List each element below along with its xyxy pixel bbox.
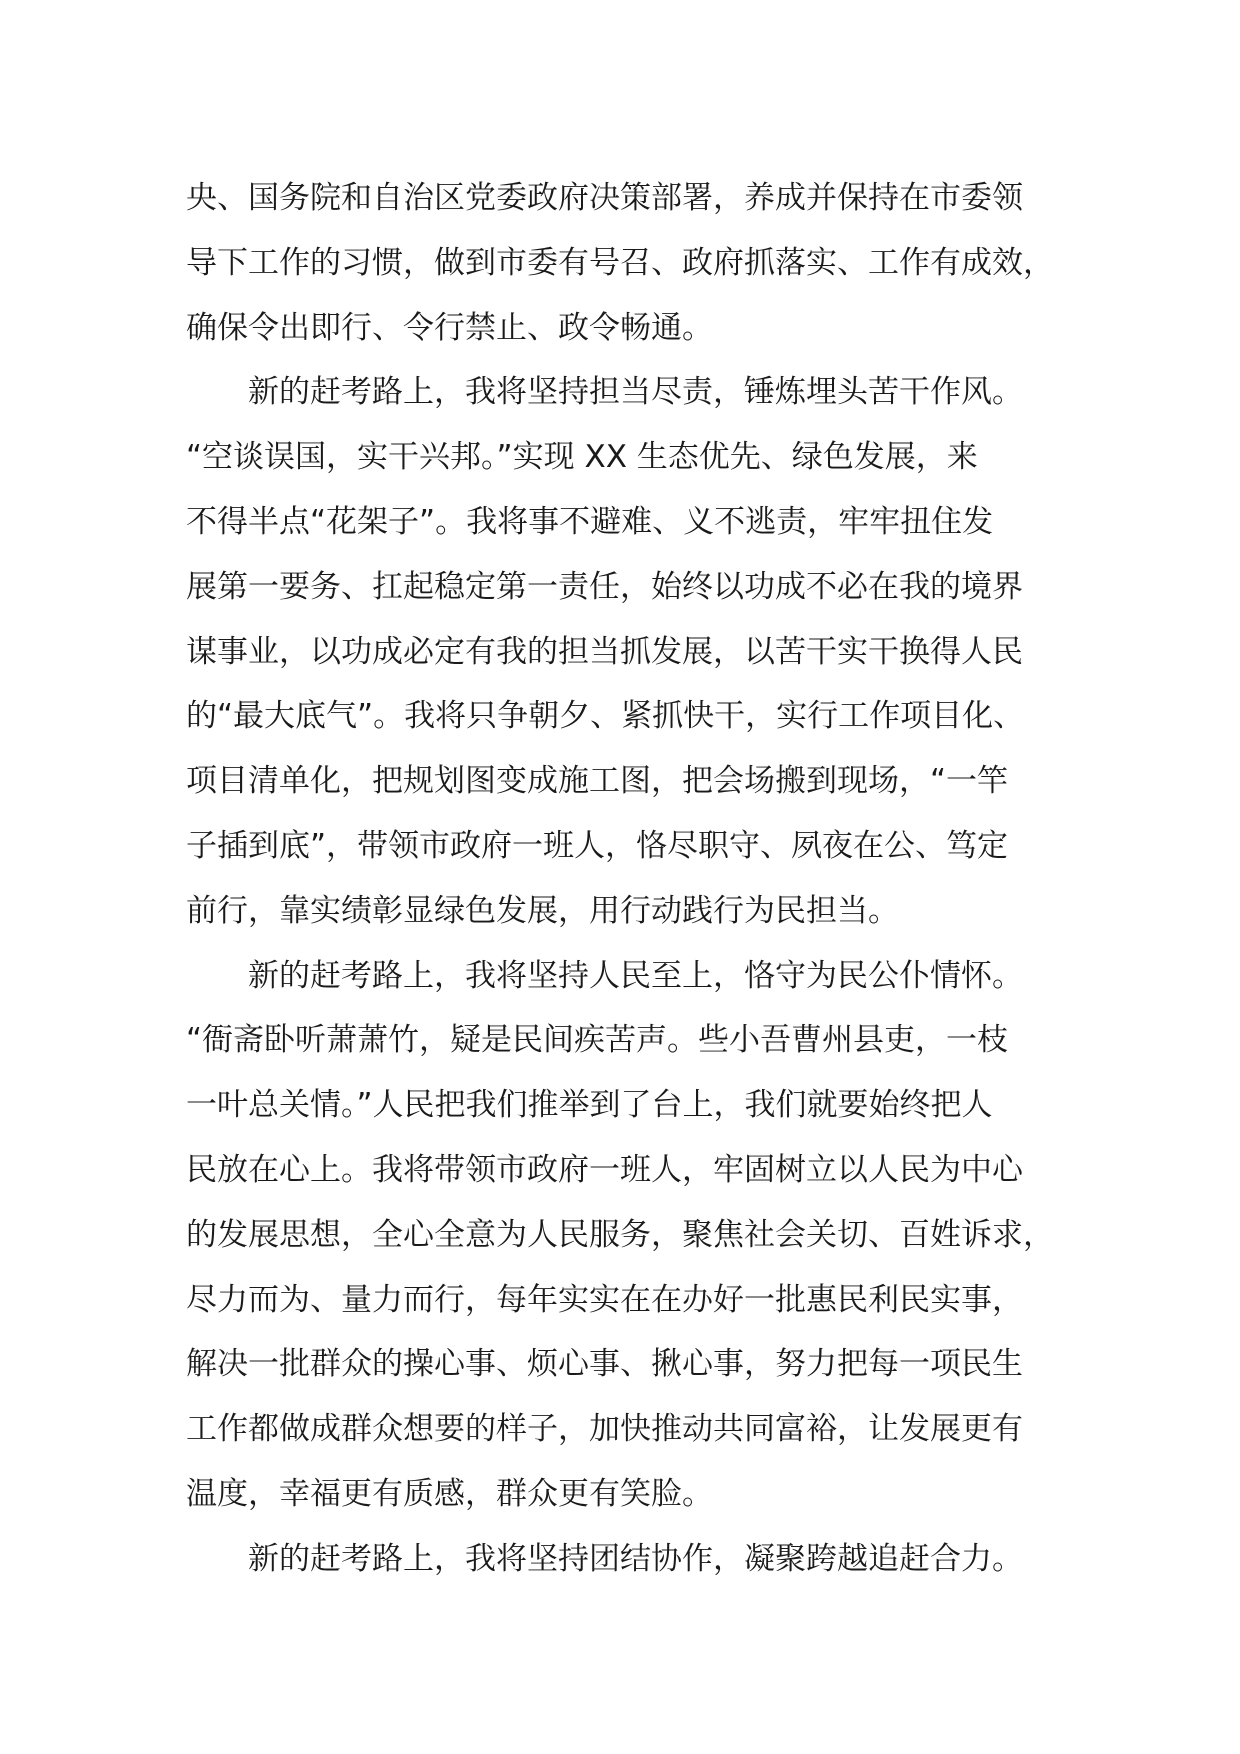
text-line: 温度，幸福更有质感，群众更有笑脸。 — [186, 1475, 713, 1512]
text-line: 尽力而为、量力而行，每年实实在在办好一批惠民利民实事， — [186, 1281, 1023, 1318]
text-line: 导下工作的习惯，做到市委有号召、政府抓落实、工作有成效， — [186, 244, 1054, 281]
text-line: 谋事业，以功成必定有我的担当抓发展，以苦干实干换得人民 — [186, 633, 1023, 670]
text-line: 项目清单化，把规划图变成施工图，把会场搬到现场，“一竿 — [186, 763, 1009, 800]
text-line: 工作都做成群众想要的样子，加快推动共同富裕，让发展更有 — [186, 1411, 1023, 1448]
text-line: 确保令出即行、令行禁止、政令畅通。 — [186, 309, 713, 346]
text-line: 展第一要务、扛起稳定第一责任，始终以功成不必在我的境界 — [186, 568, 1023, 605]
text-line: “空谈误国，实干兴邦。”实现 XX 生态优先、绿色发展，来 — [186, 439, 978, 476]
paragraph-start-line: 新的赶考路上，我将坚持人民至上，恪守为民公仆情怀。 — [248, 957, 1023, 994]
text-line: 解决一批群众的操心事、烦心事、揪心事，努力把每一项民生 — [186, 1346, 1023, 1383]
text-line: “衙斋卧听萧萧竹，疑是民间疾苦声。些小吾曹州县吏，一枝 — [186, 1022, 1009, 1059]
text-line: 民放在心上。我将带领市政府一班人，牢固树立以人民为中心 — [186, 1151, 1023, 1188]
text-line: 前行，靠实绩彰显绿色发展，用行动践行为民担当。 — [186, 892, 899, 929]
text-line: 的“最大底气”。我将只争朝夕、紧抓快干，实行工作项目化、 — [186, 698, 1025, 735]
paragraph-start-line: 新的赶考路上，我将坚持团结协作，凝聚跨越追赶合力。 — [248, 1540, 1023, 1577]
body-text — [186, 166, 1186, 1592]
text-line: 央、国务院和自治区党委政府决策部署，养成并保持在市委领 — [186, 180, 1023, 216]
text-line: 的发展思想，全心全意为人民服务，聚焦社会关切、百姓诉求， — [186, 1216, 1054, 1253]
text-line: 一叶总关情。”人民把我们推举到了台上，我们就要始终把人 — [186, 1087, 993, 1124]
paragraph-start-line: 新的赶考路上，我将坚持担当尽责，锤炼埋头苦干作风。 — [248, 374, 1023, 411]
text-line: 子插到底”，带领市政府一班人，恪尽职守、夙夜在公、笃定 — [186, 827, 1009, 864]
text-line: 不得半点“花架子”。我将事不避难、义不逃责，牢牢扭住发 — [186, 503, 994, 540]
